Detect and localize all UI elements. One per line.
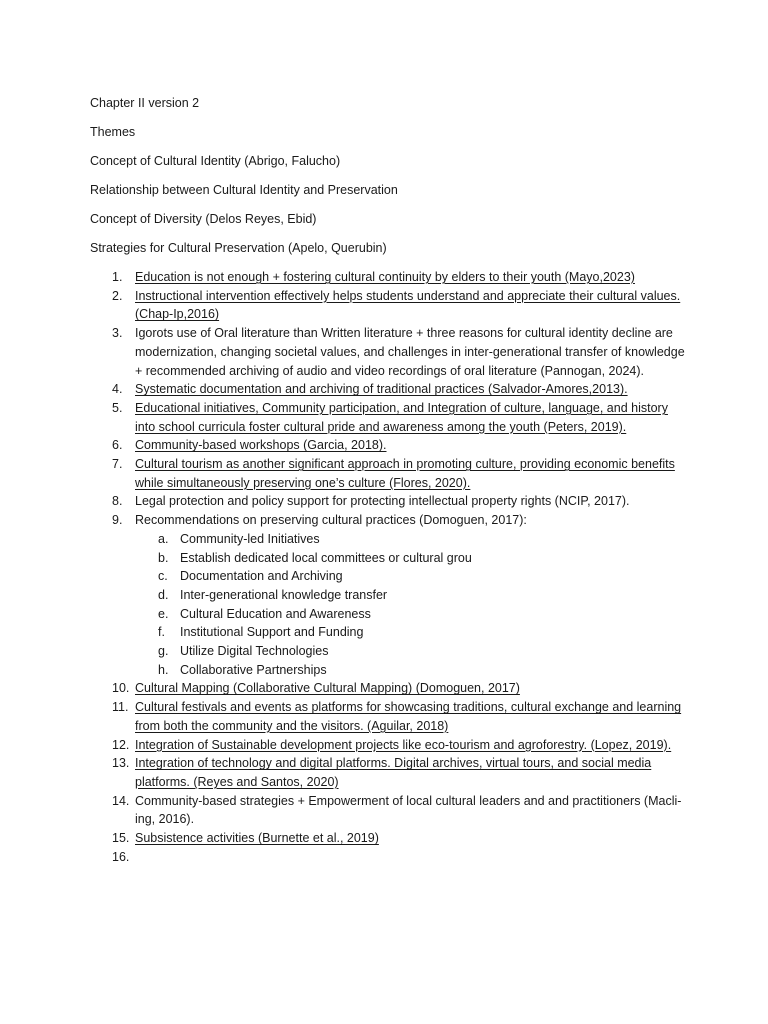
list-number: 14.: [112, 793, 130, 808]
list-number: 4.: [112, 382, 123, 397]
document-body: [90, 94, 690, 867]
list-text: Recommendations on preserving cultural practices (Domoguen, 2017):: [135, 513, 527, 528]
list-item-5: [90, 399, 690, 436]
sub-text: Inter-generational knowledge transfer: [180, 587, 388, 602]
list-number: 13.: [112, 756, 130, 771]
list-number: 3.: [112, 326, 123, 341]
list-text: Education is not enough + fostering cultural continuity by elders to their youth (Mayo,2023): [135, 270, 635, 284]
list-text: Subsistence activities (Burnette et al., 2019): [135, 831, 379, 846]
list-item-1: [90, 268, 690, 287]
list-number: 6.: [112, 438, 123, 453]
list-number: 5.: [112, 400, 123, 415]
list-item-7: [90, 455, 690, 492]
list-item-9: [90, 511, 690, 679]
sub-item-d: [135, 586, 690, 605]
list-item-6: [90, 436, 690, 455]
list-text: [135, 850, 138, 864]
sub-letter: a.: [158, 531, 169, 546]
list-item-2: [90, 287, 690, 324]
list-text: Community-based strategies + Empowerment of local cultural leaders and and practitioners (Macli-ing, 2016).: [135, 793, 682, 827]
list-text: Igorots use of Oral literature than Written literature + three reasons for cultural identity decline are modernization, changing societal values, and challenges in inter-generational transfer of knowledge + recommended archiving of audio and video recordings of oral literature (Pannogan, 2024).: [135, 326, 685, 378]
list-number: 15.: [112, 831, 130, 846]
list-item-11: [90, 698, 690, 735]
list-item-10: [90, 679, 690, 698]
sub-letter: h.: [158, 662, 169, 677]
theme-cultural-identity: Concept of Cultural Identity (Abrigo, Falucho): [90, 154, 341, 168]
sub-letter: e.: [158, 606, 169, 621]
recommendations-sublist: [135, 530, 690, 680]
list-number: 7.: [112, 457, 123, 472]
themes-heading: Themes: [90, 125, 136, 139]
list-number: 1.: [112, 270, 123, 284]
list-item-15: [90, 829, 690, 848]
list-text: Systematic documentation and archiving of traditional practices (Salvador-Amores,2013).: [135, 382, 628, 397]
list-number: 12.: [112, 737, 130, 752]
list-item-13: [90, 754, 690, 791]
sub-letter: g.: [158, 644, 169, 659]
sub-item-g: [135, 642, 690, 661]
list-number: 16.: [112, 849, 130, 864]
list-number: 11.: [112, 700, 129, 715]
sub-text: Utilize Digital Technologies: [180, 644, 329, 659]
sub-item-b: [135, 549, 690, 568]
list-text: Legal protection and policy support for protecting intellectual property rights (NCIP, 2017).: [135, 494, 630, 509]
strategies-list: [90, 268, 690, 867]
list-text: Integration of Sustainable development projects like eco-tourism and agroforestry. (Lopez, 2019).: [135, 737, 672, 752]
sub-text: Community-led Initiatives: [180, 531, 320, 546]
list-text: Educational initiatives, Community participation, and Integration of culture, language, and history into school curricula foster cultural pride and awareness among the youth (Peters, 2019).: [135, 400, 668, 434]
sub-text: Institutional Support and Funding: [180, 625, 364, 640]
doc-title: Chapter II version 2: [90, 96, 200, 110]
sub-text: Cultural Education and Awareness: [180, 606, 371, 621]
list-item-16: [90, 848, 690, 867]
theme-relationship: Relationship between Cultural Identity and Preservation: [90, 183, 398, 197]
list-text: Instructional intervention effectively helps students understand and appreciate their cultural values. (Chap-Ip,2016): [135, 288, 681, 322]
sub-text: Documentation and Archiving: [180, 569, 343, 584]
list-number: 2.: [112, 288, 123, 303]
sub-item-a: [135, 530, 690, 549]
list-text: Cultural festivals and events as platforms for showcasing traditions, cultural exchange and learning from both the community and the visitors. (Aguilar, 2018): [135, 700, 682, 733]
list-item-8: [90, 492, 690, 511]
theme-diversity: Concept of Diversity (Delos Reyes, Ebid): [90, 212, 317, 226]
sub-text: Establish dedicated local committees or cultural grou: [180, 550, 472, 565]
theme-strategies: Strategies for Cultural Preservation (Apelo, Querubin): [90, 241, 387, 255]
list-number: 9.: [112, 513, 123, 528]
list-item-3: [90, 324, 690, 380]
sub-letter: f.: [158, 625, 165, 640]
sub-text: Collaborative Partnerships: [180, 662, 327, 677]
sub-item-c: [135, 567, 690, 586]
sub-item-h: [135, 661, 690, 680]
sub-letter: c.: [158, 569, 168, 584]
list-text: Cultural tourism as another significant approach in promoting culture, providing economic benefits while simultaneously preserving one’s culture (Flores, 2020).: [135, 457, 675, 490]
list-number: 8.: [112, 494, 123, 509]
list-item-12: [90, 736, 690, 755]
list-text: Cultural Mapping (Collaborative Cultural Mapping) (Domoguen, 2017): [135, 681, 520, 696]
list-text: Community-based workshops (Garcia, 2018).: [135, 438, 387, 453]
list-item-4: [90, 380, 690, 399]
list-number: 10.: [112, 681, 130, 696]
sub-letter: d.: [158, 587, 169, 602]
sub-item-f: [135, 623, 690, 642]
sub-letter: b.: [158, 550, 169, 565]
sub-item-e: [135, 605, 690, 624]
list-item-14: [90, 792, 690, 829]
list-text: Integration of technology and digital platforms. Digital archives, virtual tours, and social media platforms. (Reyes and Santos, 2020): [135, 756, 652, 789]
